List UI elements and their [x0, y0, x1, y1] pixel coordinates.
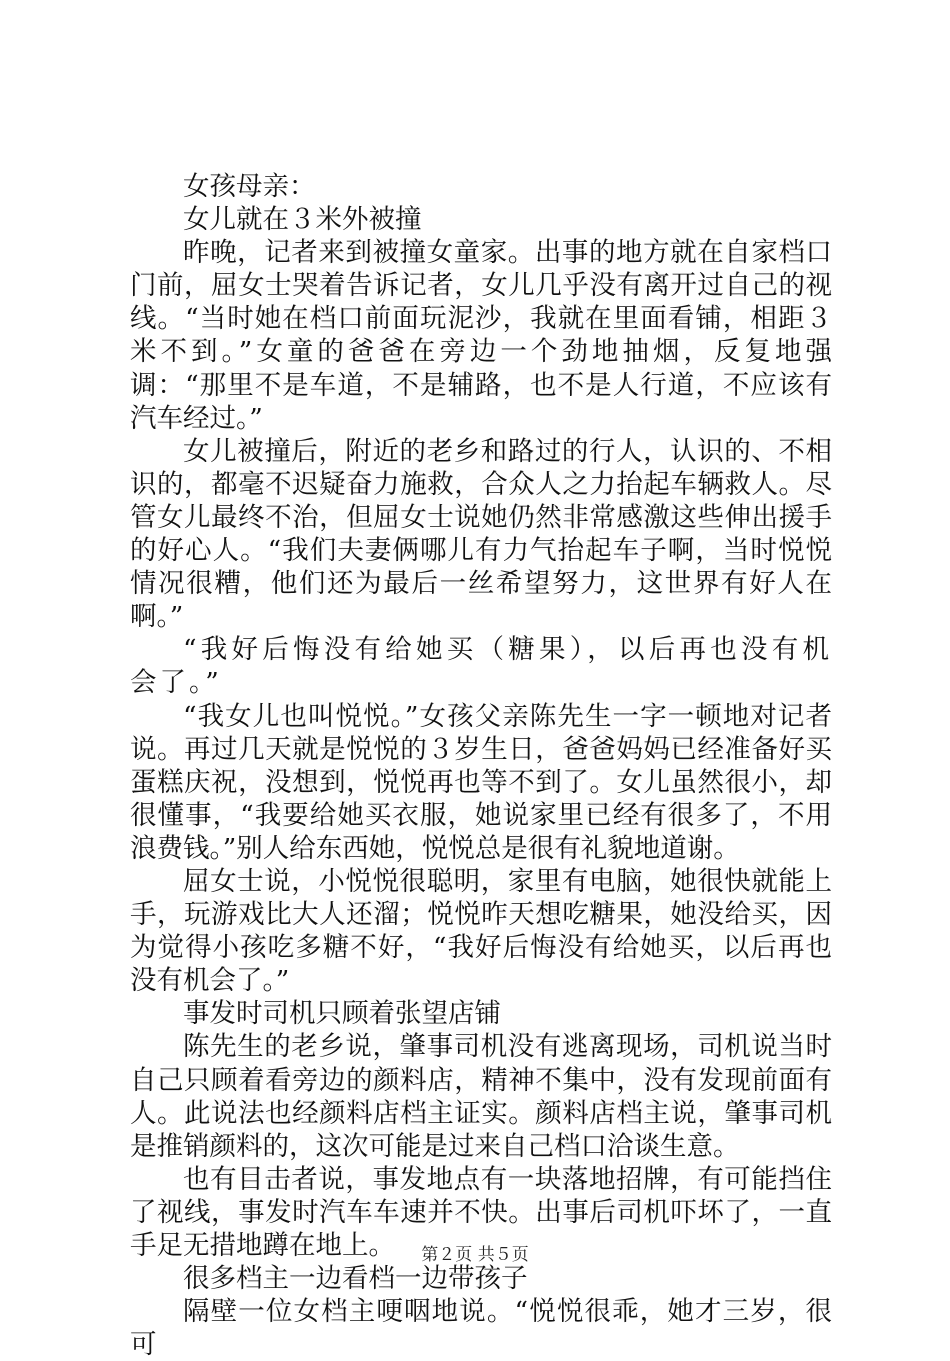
paragraph: 屈女士说，小悦悦很聪明，家里有电脑，她很快就能上手，玩游戏比大人还溜；悦悦昨天想吃糖果，她没给买，因为觉得小孩吃多糖不好，“我好后悔没有给她买，以后再也没有机会了。”	[130, 865, 832, 997]
paragraph: 女儿被撞后，附近的老乡和路过的行人，认识的、不相识的，都毫不迟疑奋力施救，合众人之力抬起车辆救人。尽管女儿最终不治，但屈女士说她仍然非常感激这些伸出援手的好心人。“我们夫妻俩哪儿有力气抬起车子啊，当时悦悦情况很糟，他们还为最后一丝希望努力，这世界有好人在啊。”	[130, 435, 832, 633]
page-number-footer: 第２页 共５页	[421, 1245, 529, 1265]
section-label: 女孩母亲：	[183, 171, 316, 202]
paragraph: “我女儿也叫悦悦。”女孩父亲陈先生一字一顿地对记者说。再过几天就是悦悦的３岁生日，爸爸妈妈已经准备好买蛋糕庆祝，没想到，悦悦再也等不到了。女儿虽然很小，却很懂事，“我要给她买衣服，她说家里已经有很多了，不用浪费钱。”别人给东西她，悦悦总是很有礼貌地道谢。	[130, 700, 832, 864]
paragraph: “我好后悔没有给她买（糖果），以后再也没有机会了。”	[130, 634, 832, 699]
section-heading: 很多档主一边看档一边带孩子	[183, 1263, 528, 1295]
paragraph: 隔壁一位女档主哽咽地说。“悦悦很乖，她才三岁，很可	[130, 1296, 832, 1361]
article-body	[130, 170, 832, 1361]
section-heading: 事发时司机只顾着张望店铺	[183, 998, 501, 1030]
paragraph: 也有目击者说，事发地点有一块落地招牌，有可能挡住了视线，事发时汽车车速并不快。出事后司机吓坏了，一直手足无措地蹲在地上。	[130, 1163, 832, 1261]
section-heading: 女儿就在３米外被撞	[183, 204, 422, 236]
paragraph: 昨晚，记者来到被撞女童家。出事的地方就在自家档口门前，屈女士哭着告诉记者，女儿几乎没有离开过自己的视线。“当时她在档口前面玩泥沙，我就在里面看铺，相距３米不到。”女童的爸爸在旁边一个劲地抽烟，反复地强调：“那里不是车道，不是辅路，也不是人行道，不应该有汽车经过。”	[130, 237, 832, 434]
paragraph: 陈先生的老乡说，肇事司机没有逃离现场，司机说当时自己只顾着看旁边的颜料店，精神不集中，没有发现前面有人。此说法也经颜料店档主证实。颜料店档主说，肇事司机是推销颜料的，这次可能是过来自己档口洽谈生意。	[130, 1031, 832, 1162]
